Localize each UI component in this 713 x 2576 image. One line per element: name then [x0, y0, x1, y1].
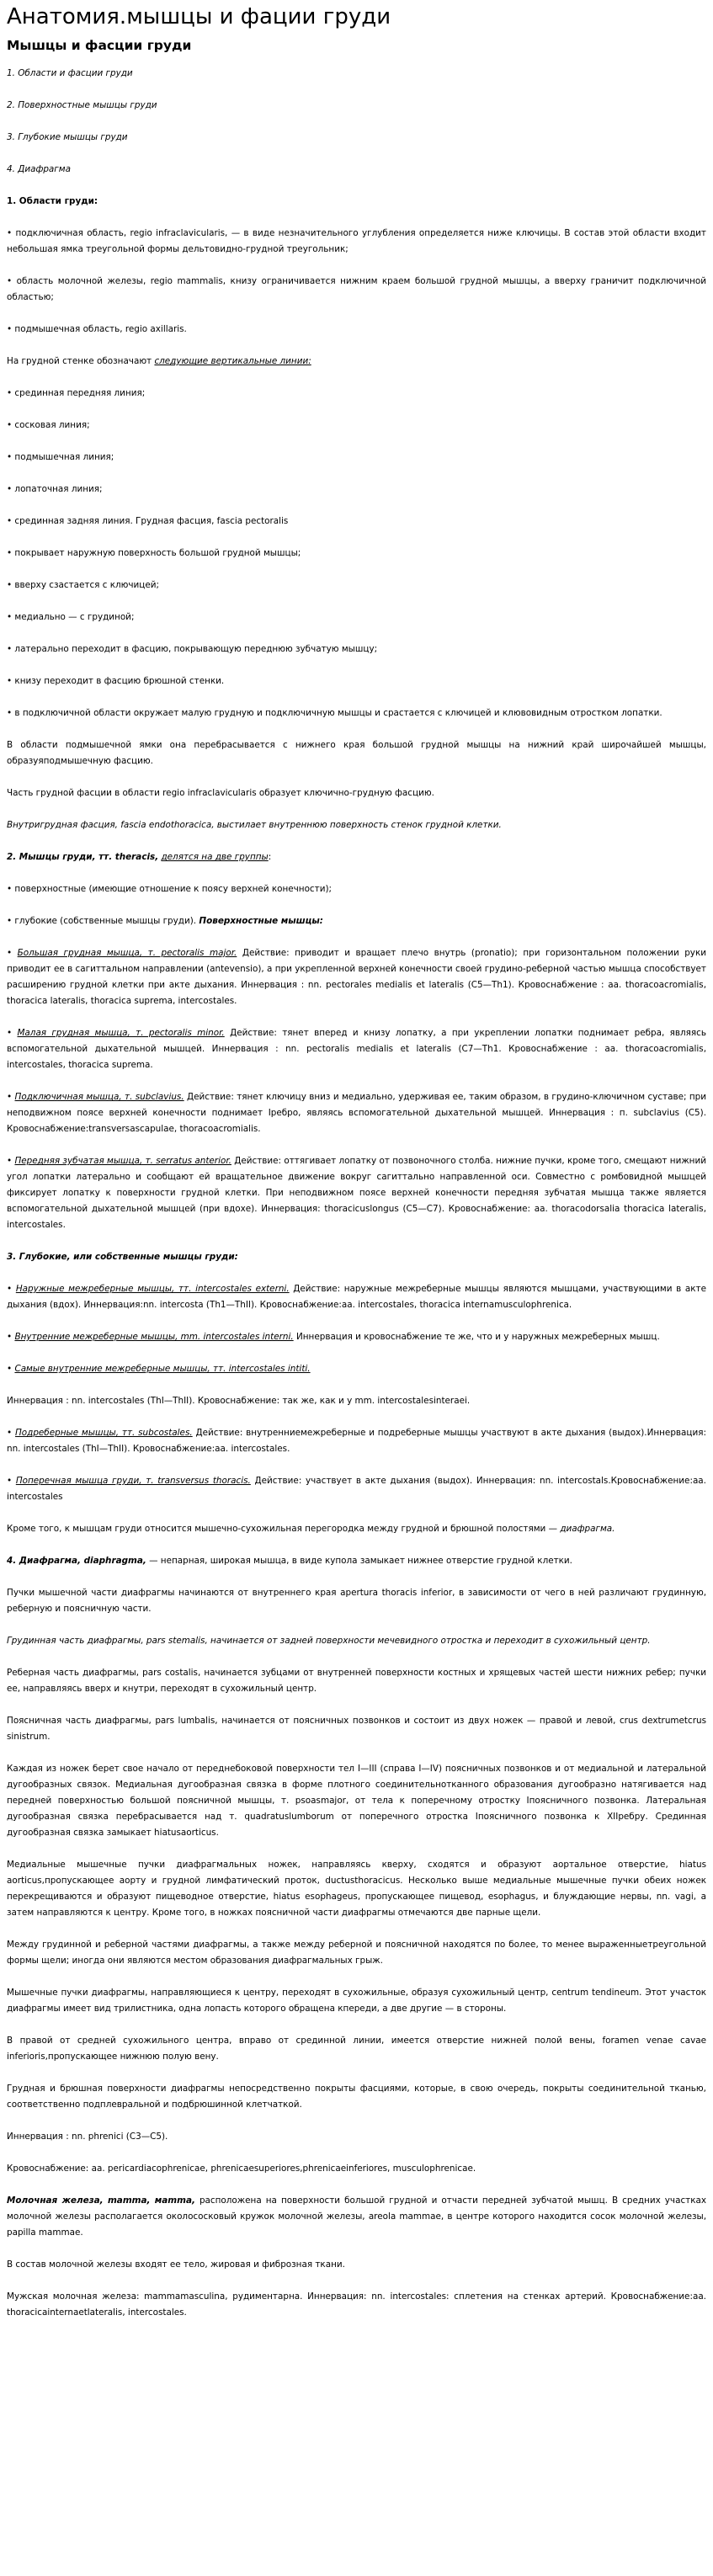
- list-item: • книзу переходит в фасцию брюшной стенки.: [7, 676, 225, 686]
- muscle-entry: • Малая грудная мышца, т. pectoralis minor. Действие: тянет вперед и книзу лопатку, а при укреплении лопатки поднимает ребра, являясь вспомогательной дыхательной мышцей. Иннервация : nn. pectoralis medialis et lateralis (C7—Th1. Кровоснабжение : aa. thoracoacromialis, intercostales, thoracica suprema.: [7, 1028, 706, 1070]
- list-item: • сосковая линия;: [7, 420, 90, 430]
- paragraph: В состав молочной железы входят ее тело, жировая и фиброзная ткани.: [7, 2259, 345, 2270]
- muscle-description: Действие: оттягивает лопатку от позвоночного столба. нижние пучки, кроме того, смещают нижний угол лопатки латерально и сообщают ей вращательное движение вокруг сагиттально направленной оси. Совместно с ромбовидной мышцей фиксирует лопатку к поверхности грудной клетки. При неподвижном поясе верхней конечности передняя зубчатая мышца также является вспомогательной дыхательной мышцей (при вдохе). Иннервация: thoracicuslongus (C5—C7). Кровоснабжение: aa. thoracodorsalia thoracica lateralis, intercostales.: [7, 1156, 706, 1230]
- paragraph: В правой от средней сухожильного центра, вправо от срединной линии, имеется отверстие нижней полой вены, foramen venae cavae inferioris,пропускающее нижнюю полую вену.: [7, 2036, 706, 2062]
- toc-item: 1. Области и фасции груди: [7, 68, 133, 78]
- muscle-description: Действие: приводит и вращает плечо внутрь (pronatio); при горизонтальном положении руки приводит ее в сагиттальном направлении (antevensio), а при укрепленной верхней конечности своей грудино-реберной частью мышца способствует расширению грудной клетки при акте дыхания. Иннервация : nn. pectorales medialis et lateralis (C5—Th1). Кровоснабжение : aa. thoracoacromialis, thoracica lateralis, thoracica suprema, intercostales.: [7, 948, 706, 1006]
- list-item: • латерально переходит в фасцию, покрывающую переднюю зубчатую мышцу;: [7, 644, 378, 654]
- section-heading-regions: 1. Области груди:: [7, 196, 98, 206]
- paragraph: Реберная часть диафрагмы, pars costalis, начинается зубцами от внутренней поверхности костных и хрящевых частей шести нижних ребер; пучки ее, направляясь вверх и кнутри, переходят в сухожильный центр.: [7, 1668, 706, 1694]
- paragraph: В области подмышечной ямки она перебрасывается с нижнего края большой грудной мышцы на нижний край широчайшей мышцы, образуяподмышечную фасцию.: [7, 740, 706, 766]
- pectoralis-minor-link[interactable]: Малая грудная мышца, т. pectoralis minor.: [17, 1028, 225, 1038]
- serratus-anterior-link[interactable]: Передняя зубчатая мышца, т. serratus anterior.: [14, 1156, 231, 1166]
- list-item: • покрывает наружную поверхность большой грудной мышцы;: [7, 548, 301, 558]
- paragraph: [7, 2193, 706, 2241]
- list-item: • в подключичной области окружает малую грудную и подключичную мышцы и срастается с ключицей и клювовидным отростком лопатки.: [7, 708, 662, 718]
- paragraph: Иннервация : nn. phrenici (C3—C5).: [7, 2132, 168, 2142]
- section-heading-text: 2. Мышцы груди, тт. theracis,: [7, 852, 159, 862]
- two-groups-link[interactable]: делятся на две группы: [161, 852, 269, 862]
- paragraph-text: Кроме того, к мышцам груди относится мышечно-сухожильная перегородка между грудной и брюшной полостями —: [7, 1524, 558, 1534]
- paragraph: Мышечные пучки диафрагмы, направляющиеся к центру, переходят в сухожильные, образуя сухожильный центр, centrum tendineum. Этот участок диафрагмы имеет вид трилистника, одна лопасть которого обращена кпереди, а две другие — в стороны.: [7, 1988, 706, 2014]
- paragraph: [7, 1521, 706, 1537]
- muscle-entry: • Поперечная мышца груди, т. transversus thoracis. Действие: участвует в акте дыхания (выдох). Иннервация: nn. intercostals.Кровоснабжение:aa. intercostales: [7, 1476, 706, 1502]
- page-title: Анатомия.мышцы и фации груди: [7, 4, 391, 29]
- pectoralis-major-link[interactable]: Большая грудная мышца, т. pectoralis major.: [17, 948, 237, 958]
- paragraph: • область молочной железы, regio mammalis, книзу ограничивается нижним краем большой грудной мышцы, а вверху граничит подключичной областью;: [7, 276, 706, 302]
- paragraph: • подключичная область, regio infraclavicularis, — в виде незначительного углубления определяется ниже ключицы. В состав этой области входит небольшая ямка треугольной формы дельтовидно-грудной треугольник;: [7, 228, 706, 254]
- paragraph: • поверхностные (имеющие отношение к поясу верхней конечности);: [7, 884, 333, 894]
- muscle-entry: • Самые внутренние межреберные мышцы, тт. intercostales intiti.: [7, 1364, 311, 1374]
- toc-item: 3. Глубокие мышцы груди: [7, 132, 128, 142]
- list-item: • подмышечная линия;: [7, 452, 114, 462]
- paragraph: Грудинная часть диафрагмы, pars stemalis, начинается от задней поверхности мечевидного отростка и переходит в сухожильный центр.: [7, 1636, 651, 1646]
- superficial-muscles-heading: Поверхностные мышцы:: [199, 916, 323, 926]
- paragraph: Кровоснабжение: aa. pericardiacophrenicae, phrenicaesuperiores,phrenicaeinferiores, musculophrenicae.: [7, 2164, 476, 2174]
- external-intercostals-link[interactable]: Наружные межреберные мышцы, тт. intercostales externi.: [15, 1284, 290, 1294]
- list-item: • лопаточная линия;: [7, 484, 103, 494]
- internal-intercostals-link[interactable]: Внутренние межреберные мышцы, mm. intercostales interni.: [14, 1332, 294, 1342]
- article: [0, 6, 713, 2321]
- mammary-gland-term: Молочная железа, mamma, мamma,: [7, 2195, 195, 2206]
- section-heading-text: 4. Диафрагма, diaphragma,: [7, 1556, 146, 1566]
- subclavius-link[interactable]: Подключичная мышца, т. subclavius.: [14, 1092, 184, 1102]
- paragraph: • подмышечная область, regio axillaris.: [7, 324, 187, 334]
- paragraph: Пучки мышечной части диафрагмы начинаются от внутреннего края apertura thoracis inferior, в зависимости от чего в ней различают грудинную, реберную и поясничную части.: [7, 1588, 706, 1614]
- subcostales-link[interactable]: Подреберные мышцы, тт. subcostales.: [14, 1428, 193, 1438]
- paragraph: Медиальные мышечные пучки диафрагмальных ножек, направляясь кверху, сходятся и образуют аортальное отверстие, hiatus aorticus,пропускающее аорту и грудной лимфатический проток, ductusthoracicus. Несколько выше медиальные мышечные пучки обеих ножек перекрещиваются и образуют пищеводное отверстие, hiatus esophageus, пропускающее пищевод, esophagus, и блуждающие нервы, nn. vagi, а затем направляются к центру. Кроме того, в ножках поясничной части диафрагмы отмечаются две парные щели.: [7, 1860, 706, 1918]
- paragraph-text: расположена на поверхности большой грудной и отчасти передней зубчатой мышц. В средних участках молочной железы располагается околососковый кружок молочной железы, areola mammae, в центре которого находится сосок молочной железы, papilla mammae.: [7, 2195, 707, 2238]
- paragraph: Иннервация : nn. intercostales (ThI—ThII). Кровоснабжение: так же, как и у mm. intercostalesinteraei.: [7, 1396, 471, 1406]
- list-item: • вверху сзастается с ключицей;: [7, 580, 160, 590]
- toc-item: 2. Поверхностные мышцы груди: [7, 100, 157, 110]
- muscle-description: Иннервация и кровоснабжение те же, что и у наружных межреберных мышц.: [295, 1332, 660, 1342]
- paragraph: [7, 354, 706, 370]
- muscle-entry: • Подключичная мышца, т. subclavius. Действие: тянет ключицу вниз и медиально, удерживая ее, таким образом, в грудино-ключичном суставе; при неподвижном поясе верхней конечности поднимает Iребро, являясь вспомогательной дыхательной мышцей. Иннервация : п. subclavius (C5). Кровоснабжение:transversascapulae, thoracoacromialis.: [7, 1092, 707, 1134]
- heading-colon: :: [268, 852, 272, 862]
- lines-intro: На грудной стенке обозначают: [7, 356, 152, 366]
- paragraph: Грудная и брюшная поверхности диафрагмы непосредственно покрыты фасциями, которые, в свою очередь, покрыты соединительной тканью, соответственно подплевральной и подбрюшинной клетчаткой.: [7, 2084, 706, 2110]
- vertical-lines-link[interactable]: следующие вертикальные линии:: [154, 356, 311, 366]
- muscle-entry: • Передняя зубчатая мышца, т. serratus anterior. Действие: оттягивает лопатку от позвоночного столба. нижние пучки, кроме того, смещают нижний угол лопатки латерально и сообщают ей вращательное движение вокруг сагиттально направленной оси. Совместно с ромбовидной мышцей фиксирует лопатку к поверхности грудной клетки. При неподвижном поясе верхней конечности передняя зубчатая мышца также является вспомогательной дыхательной мышцей (при вдохе). Иннервация: thoracicuslongus (C5—C7). Кровоснабжение: aa. thoracodorsalia thoracica lateralis, intercostales.: [7, 1156, 706, 1230]
- muscle-entry: • Подреберные мышцы, тт. subcostales. Действие: внутренниемежреберные и подреберные мышцы участвуют в акте дыхания (выдох).Иннервация: nn. intercostales (ThI—ThII). Кровоснабжение:aa. intercostales.: [7, 1428, 706, 1454]
- muscle-entry: • Наружные межреберные мышцы, тт. intercostales externi. Действие: наружные межреберные мышцы являются мышцами, участвующими в акте дыхания (вдох). Иннервация:nn. intercosta (Th1—ThII). Кровоснабжение:aa. intercostales, thoracica internamusculophrenica.: [7, 1284, 706, 1310]
- innermost-intercostals-link[interactable]: Самые внутренние межреберные мышцы, тт. intercostales intiti.: [14, 1364, 311, 1374]
- muscle-description: Действие: тянет ключицу вниз и медиально, удерживая ее, таким образом, в грудино-ключичном суставе; при неподвижном поясе верхней конечности поднимает Iребро, являясь вспомогательной дыхательной мышцей. Иннервация : п. subclavius (C5). Кровоснабжение:transversascapulae, thoracoacromialis.: [7, 1092, 707, 1134]
- muscle-description: Действие: тянет вперед и книзу лопатку, а при укреплении лопатки поднимает ребра, являясь вспомогательной дыхательной мышцей. Иннервация : nn. pectoralis medialis et lateralis (C7—Th1. Кровоснабжение : aa. thoracoacromialis, intercostales, thoracica suprema.: [7, 1028, 706, 1070]
- muscle-entry: • Внутренние межреберные мышцы, mm. intercostales interni. Иннервация и кровоснабжение те же, что и у наружных межреберных мышц.: [7, 1332, 660, 1342]
- section-heading-diaphragm: [7, 1553, 706, 1569]
- section-heading-chest-muscles: [7, 849, 706, 865]
- deep-muscles-text: • глубокие (собственные мышцы груди).: [7, 916, 197, 926]
- list-item: • срединная передняя линия;: [7, 388, 146, 398]
- paragraph: Часть грудной фасции в области regio infraclavicularis образует ключично-грудную фасцию.: [7, 788, 434, 798]
- paragraph: [7, 913, 706, 929]
- transversus-thoracis-link[interactable]: Поперечная мышца груди, т. transversus thoracis.: [15, 1476, 251, 1486]
- list-item: • медиально — с грудиной;: [7, 612, 135, 622]
- paragraph: Между грудинной и реберной частями диафрагмы, а также между реберной и поясничной находятся по более, то менее выраженныетреугольной формы щели; иногда они являются местом образования диафрагмальных грыж.: [7, 1940, 706, 1966]
- paragraph: Каждая из ножек берет свое начало от переднебоковой поверхности тел I—III (справа I—IV) поясничных позвонков и от медиальной и латеральной дугообразных связок. Медиальная дугообразная связка в форме плотного соединительнотканного образования дугообразно натягивается над передней поверхностью большой поясничной мышцы, т. psoasmajor, от тела к поперечному отростку Iпоясничного позвонка. Латеральная дугообразная связка перебрасывается над т. quadratuslumborum от поперечного отростка Iпоясничного позвонка к XIIребру. Срединная дугообразная связка замыкает hiatusaorticus.: [7, 1764, 706, 1838]
- muscle-description: Действие: участвует в акте дыхания (выдох). Иннервация: nn. intercostals.Кровоснабжение:aa. intercostales: [7, 1476, 706, 1502]
- muscle-description: Действие: наружные межреберные мышцы являются мышцами, участвующими в акте дыхания (вдох). Иннервация:nn. intercosta (Th1—ThII). Кровоснабжение:aa. intercostales, thoracica internamusculophrenica.: [7, 1284, 706, 1310]
- muscle-description: Действие: внутренниемежреберные и подреберные мышцы участвуют в акте дыхания (выдох).Иннервация: nn. intercostales (ThI—ThII). Кровоснабжение:aa. intercostales.: [7, 1428, 706, 1454]
- article-subtitle: Мышцы и фасции груди: [7, 38, 192, 53]
- paragraph: Мужская молочная железа: mammamasculina, рудиментарна. Иннервация: nn. intercostales: сплетения на стенках артерий. Кровоснабжение:aa. thoracicainternaetlateralis, intercostales.: [7, 2291, 706, 2318]
- section-heading-deep-muscles: 3. Глубокие, или собственные мышцы груди:: [7, 1252, 238, 1262]
- diaphragm-term: диафрагма.: [560, 1524, 615, 1534]
- toc-item: 4. Диафрагма: [7, 164, 71, 174]
- list-item: • срединная задняя линия. Грудная фасция, fascia pectoralis: [7, 516, 289, 526]
- paragraph: Внутригрудная фасция, fascia endothoracica, выстилает внутреннюю поверхность стенок грудной клетки.: [7, 820, 502, 830]
- muscle-entry: • Большая грудная мышца, т. pectoralis major. Действие: приводит и вращает плечо внутрь (pronatio); при горизонтальном положении руки приводит ее в сагиттальном направлении (antevensio), а при укрепленной верхней конечности своей грудино-реберной частью мышца способствует расширению грудной клетки при акте дыхания. Иннервация : nn. pectorales medialis et lateralis (C5—Th1). Кровоснабжение : aa. thoracoacromialis, thoracica lateralis, thoracica suprema, intercostales.: [7, 948, 706, 1006]
- heading-description: — непарная, широкая мышца, в виде купола замыкает нижнее отверстие грудной клетки.: [146, 1556, 572, 1566]
- paragraph: Поясничная часть диафрагмы, pars lumbalis, начинается от поясничных позвонков и состоит из двух ножек — правой и левой, crus dextrumetcrus sinistrum.: [7, 1716, 706, 1742]
